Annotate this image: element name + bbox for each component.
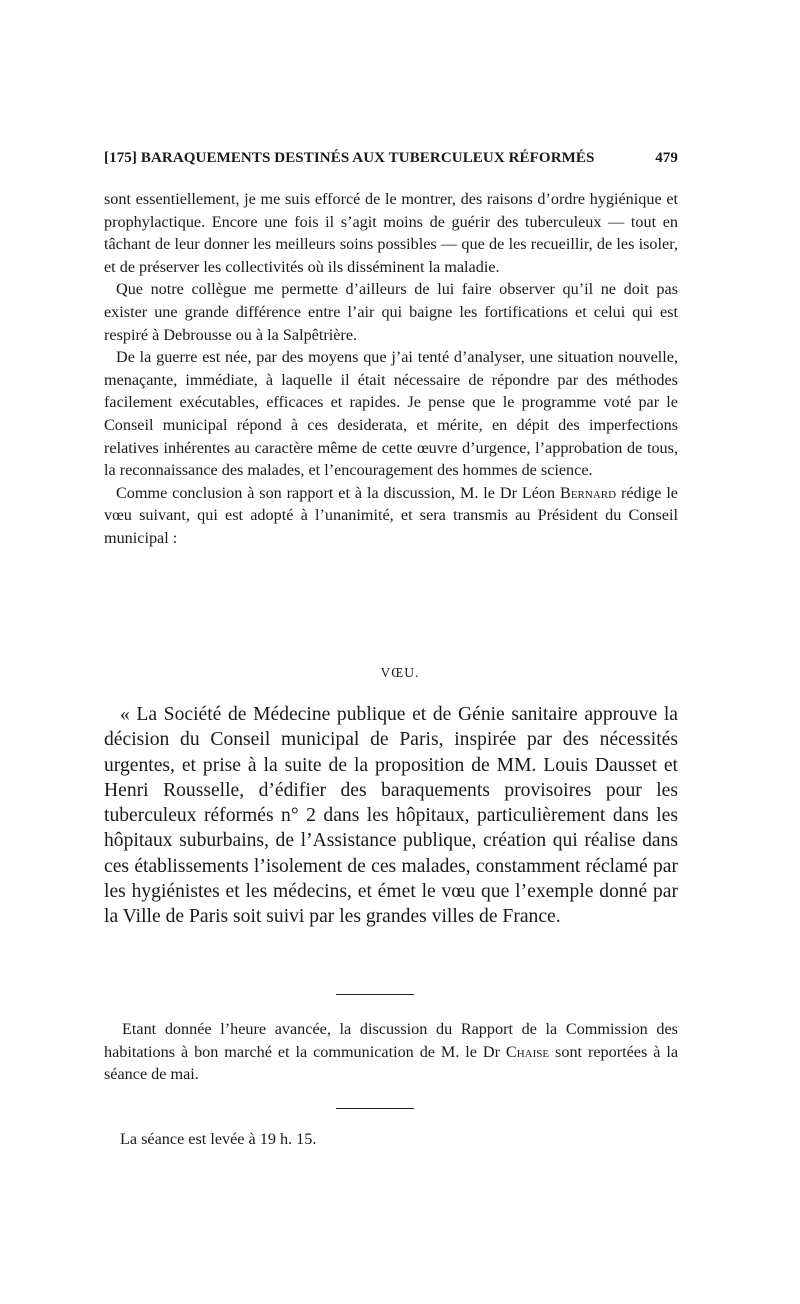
- closing-before: Etant donnée l’heure avancée, la discussion du Rapport de la Commission des habitations à bon marché et la communication de M. le Dr: [104, 1020, 678, 1061]
- paragraph-conclusion: [104, 482, 678, 550]
- running-header: [104, 150, 678, 167]
- divider-rule-1: [336, 994, 414, 995]
- voeu-paragraph: « La Société de Médecine publique et de Génie sanitaire approuve la décision du Conseil municipal de Paris, inspirée par des nécessités urgentes, et prise à la suite de la proposition de MM. Louis Dausset et Henri Rousselle, d’édifier des baraquements provisoires pour les tuberculeux réformés n° 2 dans les hôpitaux, particulièrement dans les hôpitaux suburbains, de l’Assistance publique, création qui réalise dans ces établissements l’isolement de ces malades, constamment réclamé par les hygiénistes et les médecins, et émet le vœu que l’exemple donné par la Ville de Paris soit suivi par les grandes villes de France.: [104, 704, 678, 928]
- conclusion-after: rédige le vœu suivant, qui est adopté à l’unanimité, et sera transmis au Président du Conseil municipal :: [104, 483, 678, 547]
- voeu-text: [104, 702, 678, 930]
- closing-name: Chaise: [505, 1042, 550, 1061]
- paragraph-1: sont essentiellement, je me suis efforcé de le montrer, des raisons d’ordre hygiénique et prophylactique. Encore une fois il s’agit moins de guérir des tuberculeux — tout en tâchant de leur donner les meilleurs soins possibles — que de les recueillir, de les isoler, et de préserver les collectivités où ils disséminent la maladie.: [104, 190, 678, 276]
- conclusion-before: Comme conclusion à son rapport et à la discussion, M. le Dr Léon: [116, 483, 556, 502]
- conclusion-name: Bernard: [560, 483, 617, 502]
- page-number: 479: [655, 150, 678, 166]
- closing-text: [104, 1018, 678, 1086]
- closing-after: sont reportées à la séance de mai.: [104, 1042, 679, 1084]
- closing-paragraph: [104, 1018, 678, 1086]
- paragraph-2: Que notre collègue me permette d’ailleurs de lui faire observer qu’il ne doit pas exister une grande différence entre l’air qui baigne les fortifications et celui qui est respiré à Debrousse ou à la Salpêtrière.: [104, 280, 678, 344]
- paragraph-3: De la guerre est née, par des moyens que j’ai tenté d’analyser, une situation nouvelle, menaçante, immédiate, à laquelle il était nécessaire de répondre par des méthodes facilement exécutables, efficaces et rapides. Je pense que le programme voté par le Conseil municipal répond à ces desiderata, et mérite, en dépit des imperfections relatives inhérentes au caractère même de cette œuvre d’urgence, l’approbation de tous, la reconnaissance des malades, et l’encouragement des hommes de science.: [104, 348, 678, 480]
- header-left: [104, 150, 594, 167]
- session-closing-line: La séance est levée à 19 h. 15.: [120, 1130, 317, 1148]
- voeu-title: VŒU.: [380, 665, 420, 680]
- divider-rule-2: [336, 1108, 414, 1109]
- main-text: [104, 188, 678, 550]
- page-reference: [175]: [104, 150, 137, 166]
- running-title: BARAQUEMENTS DESTINÉS AUX TUBERCULEUX RÉFORMÉS: [140, 150, 595, 166]
